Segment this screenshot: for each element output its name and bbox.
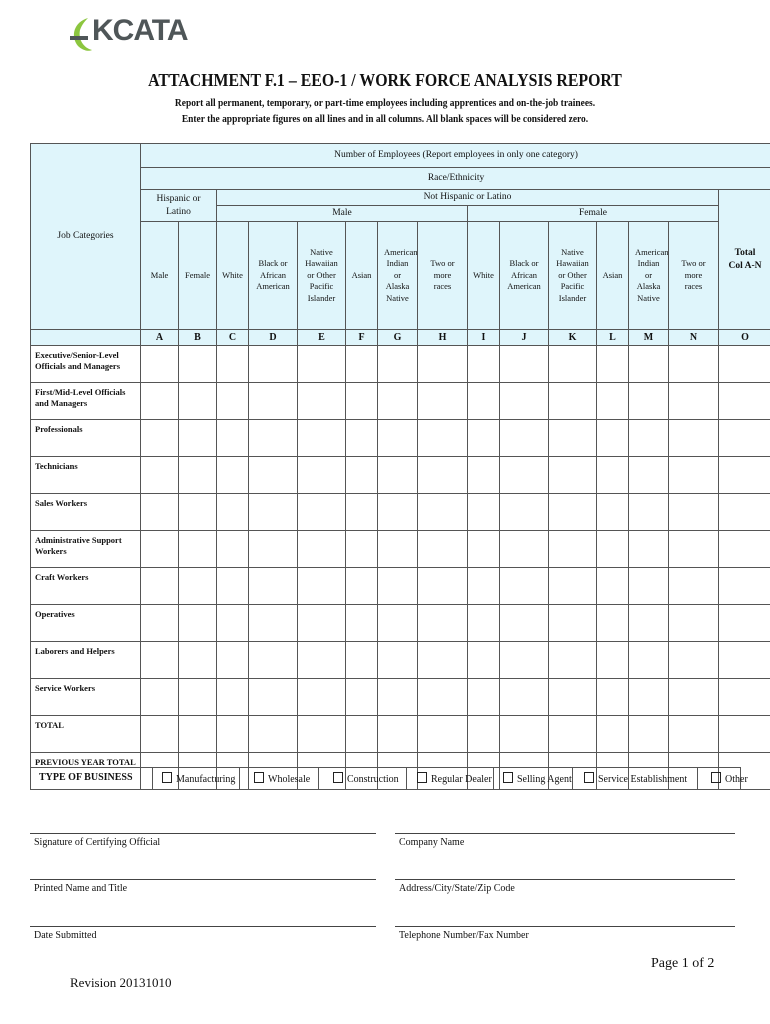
col-female-aian: American Indian or Alaska Native <box>629 222 669 330</box>
entry-cell[interactable] <box>378 679 418 716</box>
entry-cell[interactable] <box>629 642 669 679</box>
entry-cell[interactable] <box>418 605 468 642</box>
entry-cell[interactable] <box>500 642 549 679</box>
checkbox-wholesale[interactable]: Wholesale <box>254 772 310 785</box>
entry-cell[interactable] <box>141 679 179 716</box>
column-letter-e: E <box>298 330 346 346</box>
entry-cell[interactable] <box>597 457 629 494</box>
entry-cell[interactable] <box>346 457 378 494</box>
entry-cell[interactable] <box>346 679 378 716</box>
table-row <box>31 642 770 679</box>
col-male-two-or-more: Two or more races <box>418 222 468 330</box>
entry-cell[interactable] <box>141 716 179 753</box>
entry-cell[interactable] <box>468 383 500 420</box>
entry-cell[interactable] <box>179 679 217 716</box>
entry-cell[interactable] <box>346 494 378 531</box>
entry-cell[interactable] <box>378 346 418 383</box>
entry-cell[interactable] <box>346 346 378 383</box>
entry-cell[interactable] <box>179 642 217 679</box>
workforce-table <box>30 143 770 790</box>
job-category-label: Laborers and Helpers <box>31 642 141 679</box>
not-hispanic-header: Not Hispanic or Latino <box>217 190 719 206</box>
job-category-label: Professionals <box>31 420 141 457</box>
entry-cell[interactable] <box>500 568 549 605</box>
checkbox-manufacturing[interactable]: Manufacturing <box>162 772 235 785</box>
entry-cell[interactable] <box>669 420 719 457</box>
entry-cell[interactable] <box>298 383 346 420</box>
column-letter-m: M <box>629 330 669 346</box>
entry-cell[interactable] <box>500 420 549 457</box>
entry-cell[interactable] <box>597 716 629 753</box>
entry-cell[interactable] <box>249 716 298 753</box>
entry-cell[interactable] <box>669 531 719 568</box>
column-letter-i: I <box>468 330 500 346</box>
entry-cell[interactable] <box>298 346 346 383</box>
entry-cell[interactable] <box>629 605 669 642</box>
table-row <box>31 346 770 383</box>
company-name-line[interactable] <box>395 833 735 834</box>
entry-cell[interactable] <box>378 383 418 420</box>
column-letter-a: A <box>141 330 179 346</box>
entry-cell[interactable] <box>549 346 597 383</box>
col-male-black: Black or African American <box>249 222 298 330</box>
entry-cell[interactable] <box>597 531 629 568</box>
entry-cell[interactable] <box>418 457 468 494</box>
entry-cell[interactable] <box>179 531 217 568</box>
entry-cell[interactable] <box>549 679 597 716</box>
entry-cell[interactable] <box>298 642 346 679</box>
entry-cell[interactable] <box>179 346 217 383</box>
entry-cell[interactable] <box>500 605 549 642</box>
column-letter-j: J <box>500 330 549 346</box>
entry-cell[interactable] <box>179 568 217 605</box>
entry-cell[interactable] <box>468 494 500 531</box>
entry-cell[interactable] <box>141 346 179 383</box>
entry-cell[interactable] <box>549 420 597 457</box>
column-letter-o: O <box>719 330 770 346</box>
entry-cell[interactable] <box>418 531 468 568</box>
entry-cell[interactable] <box>217 642 249 679</box>
col-male-white: White <box>217 222 249 330</box>
column-letter-d: D <box>249 330 298 346</box>
table-row <box>31 679 770 716</box>
column-letter-b: B <box>179 330 217 346</box>
job-category-label: Operatives <box>31 605 141 642</box>
revision-label: Revision 20131010 <box>70 975 172 990</box>
entry-cell[interactable] <box>468 679 500 716</box>
column-letter-f: F <box>346 330 378 346</box>
entry-cell[interactable] <box>597 346 629 383</box>
printed-name-line[interactable] <box>30 879 376 880</box>
entry-cell[interactable] <box>249 642 298 679</box>
entry-cell[interactable] <box>298 494 346 531</box>
entry-cell[interactable] <box>549 531 597 568</box>
column-letter-g: G <box>378 330 418 346</box>
job-category-label: Craft Workers <box>31 568 141 605</box>
phone-fax-label: Telephone Number/Fax Number <box>399 930 529 941</box>
entry-cell[interactable] <box>468 716 500 753</box>
job-categories-header: Job Categories <box>31 144 141 330</box>
type-of-business-label: TYPE OF BUSINESS <box>39 772 133 783</box>
entry-cell[interactable] <box>629 420 669 457</box>
entry-cell[interactable] <box>179 457 217 494</box>
job-category-label: PREVIOUS YEAR TOTAL <box>31 753 141 790</box>
entry-cell[interactable] <box>217 383 249 420</box>
entry-cell[interactable] <box>378 420 418 457</box>
entry-cell[interactable] <box>468 457 500 494</box>
entry-cell[interactable] <box>629 457 669 494</box>
checkbox-icon[interactable] <box>584 772 594 783</box>
col-female-nhpi: Native Hawaiian or Other Pacific Islander <box>549 222 597 330</box>
instructions-line-1: Report all permanent, temporary, or part-time employees including apprentices and on-the-job trainees. <box>174 98 596 109</box>
entry-cell[interactable] <box>669 679 719 716</box>
entry-cell[interactable] <box>249 494 298 531</box>
entry-cell[interactable] <box>378 457 418 494</box>
entry-cell[interactable] <box>629 346 669 383</box>
entry-cell[interactable] <box>669 568 719 605</box>
column-letter-blank <box>31 330 141 346</box>
entry-cell[interactable] <box>346 642 378 679</box>
checkbox-construction[interactable]: Construction <box>333 772 399 785</box>
entry-cell[interactable] <box>719 494 770 531</box>
entry-cell[interactable] <box>549 383 597 420</box>
entry-cell[interactable] <box>629 716 669 753</box>
entry-cell[interactable] <box>141 494 179 531</box>
entry-cell[interactable] <box>719 716 770 753</box>
entry-cell[interactable] <box>346 420 378 457</box>
entry-cell[interactable] <box>217 494 249 531</box>
page-number: Page 1 of 2 <box>651 956 715 971</box>
address-line[interactable] <box>395 879 735 880</box>
entry-cell[interactable] <box>549 605 597 642</box>
entry-cell[interactable] <box>378 605 418 642</box>
entry-cell[interactable] <box>378 494 418 531</box>
entry-cell[interactable] <box>249 383 298 420</box>
entry-cell[interactable] <box>597 494 629 531</box>
job-category-label: TOTAL <box>31 716 141 753</box>
checkbox-icon[interactable] <box>417 772 427 783</box>
entry-cell[interactable] <box>141 568 179 605</box>
entry-cell[interactable] <box>719 420 770 457</box>
entry-cell[interactable] <box>500 346 549 383</box>
entry-cell[interactable] <box>597 568 629 605</box>
entry-cell[interactable] <box>629 568 669 605</box>
col-male-nhpi: Native Hawaiian or Other Pacific Islander <box>298 222 346 330</box>
entry-cell[interactable] <box>468 642 500 679</box>
entry-cell[interactable] <box>217 457 249 494</box>
col-male-aian: American Indian or Alaska Native <box>378 222 418 330</box>
col-female-white: White <box>468 222 500 330</box>
kcata-logo: KCATA <box>92 14 188 47</box>
number-of-employees-header: Number of Employees (Report employees in only one category) <box>141 144 770 168</box>
entry-cell[interactable] <box>629 679 669 716</box>
entry-cell[interactable] <box>669 346 719 383</box>
col-hispanic-male: Male <box>141 222 179 330</box>
entry-cell[interactable] <box>179 420 217 457</box>
table-row <box>31 383 770 420</box>
entry-cell[interactable] <box>597 642 629 679</box>
col-male-asian: Asian <box>346 222 378 330</box>
page-title: ATTACHMENT F.1 – EEO-1 / WORK FORCE ANALYSIS REPORT <box>148 70 622 90</box>
table-row <box>31 457 770 494</box>
phone-line[interactable] <box>395 926 735 927</box>
entry-cell[interactable] <box>141 383 179 420</box>
table-row <box>31 531 770 568</box>
entry-cell[interactable] <box>378 642 418 679</box>
entry-cell[interactable] <box>378 531 418 568</box>
column-letter-c: C <box>217 330 249 346</box>
checkbox-icon[interactable] <box>162 772 172 783</box>
entry-cell[interactable] <box>549 494 597 531</box>
entry-cell[interactable] <box>669 457 719 494</box>
job-category-label: Technicians <box>31 457 141 494</box>
entry-cell[interactable] <box>217 531 249 568</box>
entry-cell[interactable] <box>629 383 669 420</box>
entry-cell[interactable] <box>346 383 378 420</box>
entry-cell[interactable] <box>418 346 468 383</box>
entry-cell[interactable] <box>378 568 418 605</box>
entry-cell[interactable] <box>500 716 549 753</box>
entry-cell[interactable] <box>249 568 298 605</box>
entry-cell[interactable] <box>669 605 719 642</box>
race-ethnicity-header: Race/Ethnicity <box>141 168 770 190</box>
checkbox-icon[interactable] <box>711 772 721 783</box>
company-name-label: Company Name <box>399 837 465 848</box>
entry-cell[interactable] <box>719 383 770 420</box>
table-row <box>31 420 770 457</box>
col-female-asian: Asian <box>597 222 629 330</box>
entry-cell[interactable] <box>418 716 468 753</box>
entry-cell[interactable] <box>249 457 298 494</box>
entry-cell[interactable] <box>141 531 179 568</box>
column-letter-k: K <box>549 330 597 346</box>
checkbox-regular-dealer[interactable]: Regular Dealer <box>417 772 492 785</box>
female-header: Female <box>468 206 719 222</box>
entry-cell[interactable] <box>719 642 770 679</box>
column-letters-row <box>31 330 770 346</box>
job-category-label: Executive/Senior-Level Officials and Managers <box>31 346 141 383</box>
entry-cell[interactable] <box>179 605 217 642</box>
entry-cell[interactable] <box>298 568 346 605</box>
printed-name-label: Printed Name and Title <box>34 883 128 894</box>
job-category-label: Service Workers <box>31 679 141 716</box>
entry-cell[interactable] <box>468 346 500 383</box>
entry-cell[interactable] <box>500 679 549 716</box>
col-female-two-or-more: Two or more races <box>669 222 719 330</box>
checkbox-service-establishment[interactable]: Service Establishment <box>584 772 687 785</box>
entry-cell[interactable] <box>298 605 346 642</box>
entry-cell[interactable] <box>298 679 346 716</box>
entry-cell[interactable] <box>298 716 346 753</box>
entry-cell[interactable] <box>217 346 249 383</box>
col-hispanic-female: Female <box>179 222 217 330</box>
entry-cell[interactable] <box>597 679 629 716</box>
date-submitted-label: Date Submitted <box>34 930 97 941</box>
entry-cell[interactable] <box>418 420 468 457</box>
entry-cell[interactable] <box>141 642 179 679</box>
entry-cell[interactable] <box>468 531 500 568</box>
entry-cell[interactable] <box>468 605 500 642</box>
entry-cell[interactable] <box>629 494 669 531</box>
instructions-line-2: Enter the appropriate figures on all lines and in all columns. All blank spaces will be considered zero. <box>181 114 589 125</box>
entry-cell[interactable] <box>597 605 629 642</box>
checkbox-other[interactable]: Other <box>711 772 748 785</box>
entry-cell[interactable] <box>597 420 629 457</box>
entry-cell[interactable] <box>669 642 719 679</box>
col-female-black: Black or African American <box>500 222 549 330</box>
column-letter-n: N <box>669 330 719 346</box>
entry-cell[interactable] <box>719 346 770 383</box>
entry-cell[interactable] <box>298 457 346 494</box>
entry-cell[interactable] <box>141 605 179 642</box>
entry-cell[interactable] <box>298 531 346 568</box>
job-category-label: First/Mid-Level Officials and Managers <box>31 383 141 420</box>
hispanic-latino-header: Hispanic or Latino <box>141 190 217 222</box>
table-row <box>31 716 770 753</box>
entry-cell[interactable] <box>141 420 179 457</box>
entry-cell[interactable] <box>346 605 378 642</box>
entry-cell[interactable] <box>418 679 468 716</box>
column-letter-l: L <box>597 330 629 346</box>
signature-line[interactable] <box>30 833 376 834</box>
entry-cell[interactable] <box>549 457 597 494</box>
entry-cell[interactable] <box>249 420 298 457</box>
signature-label: Signature of Certifying Official <box>34 837 161 848</box>
entry-cell[interactable] <box>418 383 468 420</box>
address-label: Address/City/State/Zip Code <box>399 883 515 894</box>
checkbox-selling-agent[interactable]: Selling Agent <box>503 772 572 785</box>
job-category-label: Administrative Support Workers <box>31 531 141 568</box>
entry-cell[interactable] <box>719 679 770 716</box>
entry-cell[interactable] <box>597 383 629 420</box>
entry-cell[interactable] <box>217 605 249 642</box>
date-line[interactable] <box>30 926 376 927</box>
entry-cell[interactable] <box>418 494 468 531</box>
entry-cell[interactable] <box>468 568 500 605</box>
entry-cell[interactable] <box>500 383 549 420</box>
job-category-label: Sales Workers <box>31 494 141 531</box>
entry-cell[interactable] <box>719 568 770 605</box>
entry-cell[interactable] <box>179 494 217 531</box>
entry-cell[interactable] <box>378 716 418 753</box>
entry-cell[interactable] <box>719 531 770 568</box>
entry-cell[interactable] <box>217 716 249 753</box>
entry-cell[interactable] <box>719 457 770 494</box>
column-letter-h: H <box>418 330 468 346</box>
entry-cell[interactable] <box>549 642 597 679</box>
table-row <box>31 568 770 605</box>
entry-cell[interactable] <box>669 494 719 531</box>
entry-cell[interactable] <box>298 420 346 457</box>
type-of-business-row <box>30 767 748 790</box>
checkbox-icon[interactable] <box>333 772 343 783</box>
checkbox-icon[interactable] <box>254 772 264 783</box>
checkbox-icon[interactable] <box>503 772 513 783</box>
entry-cell[interactable] <box>418 642 468 679</box>
entry-cell[interactable] <box>217 679 249 716</box>
entry-cell[interactable] <box>217 420 249 457</box>
entry-cell[interactable] <box>468 420 500 457</box>
entry-cell[interactable] <box>500 531 549 568</box>
entry-cell[interactable] <box>179 383 217 420</box>
entry-cell[interactable] <box>669 716 719 753</box>
entry-cell[interactable] <box>418 568 468 605</box>
entry-cell[interactable] <box>346 716 378 753</box>
entry-cell[interactable] <box>249 679 298 716</box>
entry-cell[interactable] <box>500 494 549 531</box>
entry-cell[interactable] <box>549 716 597 753</box>
entry-cell[interactable] <box>249 605 298 642</box>
table-row <box>31 494 770 531</box>
entry-cell[interactable] <box>346 568 378 605</box>
entry-cell[interactable] <box>249 346 298 383</box>
entry-cell[interactable] <box>719 605 770 642</box>
male-header: Male <box>217 206 468 222</box>
entry-cell[interactable] <box>500 457 549 494</box>
entry-cell[interactable] <box>141 457 179 494</box>
entry-cell[interactable] <box>629 531 669 568</box>
entry-cell[interactable] <box>669 383 719 420</box>
total-col-header: Total Col A-N <box>719 190 770 330</box>
entry-cell[interactable] <box>179 716 217 753</box>
entry-cell[interactable] <box>549 568 597 605</box>
table-row <box>31 605 770 642</box>
entry-cell[interactable] <box>249 531 298 568</box>
entry-cell[interactable] <box>346 531 378 568</box>
entry-cell[interactable] <box>217 568 249 605</box>
